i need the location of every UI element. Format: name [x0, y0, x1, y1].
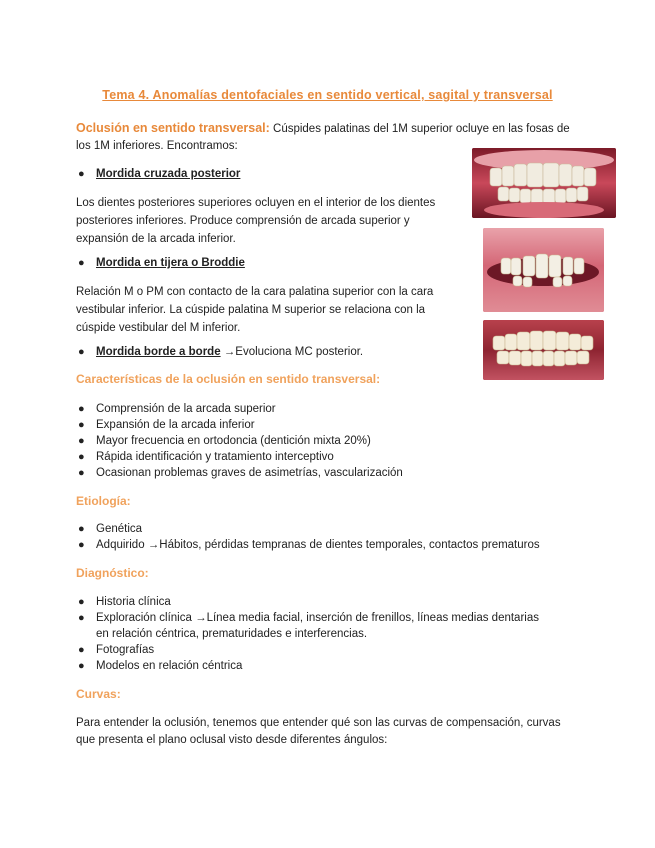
bullet-icon: ●	[78, 467, 85, 479]
mordida-borde-heading: Mordida borde a borde	[96, 346, 221, 358]
mordida-tijera-text	[76, 283, 473, 337]
bullet-icon: ●	[78, 403, 85, 415]
list-item	[78, 465, 403, 481]
mordida-cruzada-line1: Los dientes posteriores superiores ocluyen en el interior de los dientes	[76, 197, 436, 209]
mordida-tijera-line2: vestibular inferior. La cúspide palatina M superior se relaciona con la	[76, 304, 426, 316]
list-item-text: Modelos en relación céntrica	[96, 660, 243, 672]
etiologia-heading: Etiología:	[76, 494, 131, 508]
curvas-line2: que presenta el plano oclusal visto desde diferentes ángulos:	[76, 734, 388, 746]
list-item	[78, 537, 540, 553]
list-item-text: Genética	[96, 523, 143, 535]
mordida-cruzada-line2: posteriores inferiores. Produce comprensión de arcada superior y	[76, 215, 410, 227]
list-item	[78, 594, 171, 610]
intro-text-line1: Cúspides palatinas del 1M superior ocluye en las fosas de	[269, 123, 570, 135]
bullet-icon: ●	[78, 346, 85, 358]
bullet-icon: ●	[78, 257, 85, 269]
bullet-icon: ●	[78, 168, 85, 180]
bullet-icon: ●	[78, 539, 85, 551]
bullet-icon: ●	[78, 596, 85, 608]
intro-text-line2: los 1M inferiores. Encontramos:	[76, 140, 238, 152]
dental-photo-crossbite	[472, 148, 616, 218]
dental-photo-scissor-bite	[483, 228, 604, 312]
list-item-text: Historia clínica	[96, 596, 171, 608]
bullet-icon: ●	[78, 612, 85, 624]
mordida-tijera-line3: cúspide vestibular del M inferior.	[76, 322, 241, 334]
list-item	[78, 344, 364, 360]
caracteristicas-heading: Características de la oclusión en sentido transversal:	[76, 372, 381, 386]
mordida-cruzada-heading: Mordida cruzada posterior	[96, 168, 241, 180]
mordida-tijera-heading: Mordida en tijera o Broddie	[96, 257, 245, 269]
list-item	[78, 255, 245, 271]
list-item	[78, 449, 334, 465]
bullet-icon: ●	[78, 644, 85, 656]
mordida-cruzada-line3: expansión de la arcada inferior.	[76, 233, 236, 245]
list-item	[78, 642, 155, 658]
bullet-icon: ●	[78, 523, 85, 535]
mordida-borde-text: →Evoluciona MC posterior.	[220, 346, 364, 358]
list-item	[78, 401, 276, 417]
list-item-text: Exploración clínica →Línea media facial, inserción de frenillos, líneas medias dentarias	[96, 612, 539, 624]
list-item-text: Mayor frecuencia en ortodoncia (dentición mixta 20%)	[96, 435, 371, 447]
bullet-icon: ●	[78, 435, 85, 447]
mordida-cruzada-text	[76, 194, 460, 248]
list-item-text: Fotografías	[96, 644, 155, 656]
diagnostico-heading: Diagnóstico:	[76, 566, 149, 580]
list-item-text: Adquirido →Hábitos, pérdidas tempranas de dientes temporales, contactos prematuros	[96, 539, 540, 551]
list-item	[78, 658, 243, 674]
mordida-tijera-line1: Relación M o PM con contacto de la cara palatina superior con la cara	[76, 286, 434, 298]
list-item-text: Rápida identificación y tratamiento interceptivo	[96, 451, 334, 463]
list-item	[78, 610, 539, 626]
list-item-text: Comprensión de la arcada superior	[96, 403, 276, 415]
bullet-icon: ●	[78, 419, 85, 431]
list-item-text: Expansión de la arcada inferior	[96, 419, 255, 431]
list-item	[78, 417, 255, 433]
list-item-continuation: en relación céntrica, prematuridades e interferencias.	[96, 628, 368, 640]
bullet-icon: ●	[78, 451, 85, 463]
list-item-text: Ocasionan problemas graves de asimetrías, vascularización	[96, 467, 403, 479]
list-item	[78, 521, 143, 537]
list-item	[78, 433, 371, 449]
page-title: Tema 4. Anomalías dentofaciales en sentido vertical, sagital y transversal	[102, 88, 553, 102]
dental-photo-edge-to-edge	[483, 320, 604, 380]
list-item	[78, 166, 241, 182]
curvas-heading: Curvas:	[76, 687, 121, 701]
intro-heading: Oclusión en sentido transversal:	[76, 121, 270, 135]
curvas-line1: Para entender la oclusión, tenemos que entender qué son las curvas de compensación, curvas	[76, 717, 561, 729]
intro-paragraph	[76, 119, 576, 138]
bullet-icon: ●	[78, 660, 85, 672]
